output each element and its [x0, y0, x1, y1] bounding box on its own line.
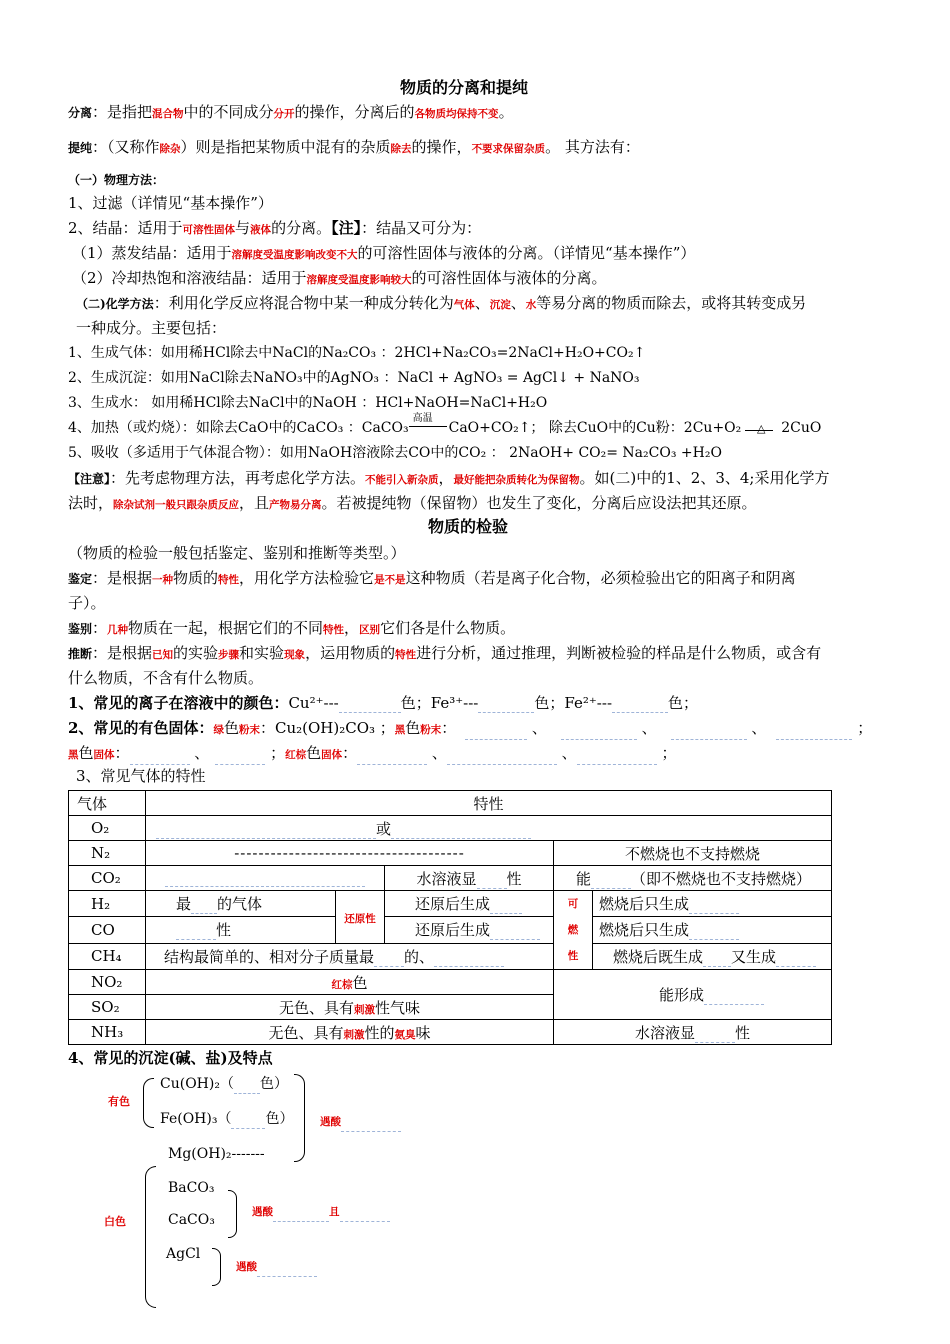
answer-blank	[689, 925, 739, 940]
text: 色	[306, 744, 322, 762]
text: ：结晶又可分为：	[361, 219, 482, 237]
precipitate-mg-oh: Mg(OH)₂-------	[168, 1146, 265, 1162]
text: ，	[438, 469, 454, 487]
chemical-methods-heading: （二)化学方法	[76, 297, 154, 311]
table-row	[69, 943, 832, 969]
answer-blank	[340, 1207, 390, 1222]
text: 色	[223, 719, 239, 737]
annotation: 固体	[321, 749, 343, 761]
acid-reaction-line	[320, 1110, 401, 1132]
gas-name: NH₃	[69, 1020, 146, 1045]
annotation: 且	[329, 1206, 340, 1218]
table-row	[69, 791, 832, 816]
precipitate-fe-oh	[160, 1109, 293, 1129]
text: 进行分析，通过推理，判断被检验的样品是什么物质，或含有	[416, 644, 822, 662]
answer-blank	[776, 725, 852, 740]
answer-blank	[234, 1079, 260, 1094]
table-cell	[146, 1020, 554, 1045]
table-cell	[146, 970, 554, 995]
text: 味	[415, 1023, 431, 1042]
precipitate-agcl: AgCl	[166, 1246, 201, 1262]
annotation: 不能引入新杂质	[365, 474, 439, 486]
annotation: 除去	[390, 143, 412, 155]
text: 还原后生成	[415, 895, 491, 914]
gas-name: CO₂	[69, 866, 146, 891]
text: 性	[735, 1023, 751, 1042]
purification-label: 提纯	[68, 141, 93, 155]
colored-solids-line-1: 2、常见的有色固体：绿色粉末：Cu₂(OH)₂CO₃ ；黑色粉末： 、 、 、 ；	[68, 718, 872, 740]
text: ：（又称作	[92, 138, 160, 156]
annotation: 混合物	[152, 108, 184, 120]
text: CaO+CO₂↑； 除去CuO中的Cu粉：2Cu+O₂	[448, 420, 742, 436]
annotation: 除杂	[159, 143, 181, 155]
table-header-properties: 特性	[146, 791, 832, 816]
answer-blank	[391, 824, 531, 839]
answer-blank	[357, 750, 427, 765]
chemical-item-3: 3、生成水： 如用稀HCl除去NaCl中的NaOH ：HCl+NaOH=NaCl+H₂O	[68, 395, 548, 411]
answer-blank	[165, 872, 365, 887]
section-title-detection: 物质的检验	[428, 517, 509, 536]
ion-colors-heading: 1、常见的离子在溶液中的颜色：	[68, 694, 289, 712]
answer-blank	[257, 1262, 317, 1277]
table-cell	[593, 917, 832, 943]
annotation: 红棕	[285, 749, 307, 761]
text: 4、加热（或灼烧）：如除去CaO中的CaCO₃ ：CaCO₃	[68, 420, 409, 436]
physical-item-2-2	[72, 268, 607, 290]
annotation: 特性	[395, 649, 417, 661]
precipitate-cu-oh	[160, 1074, 288, 1094]
inference-definition-2: 什么物质，不含有什么物质。	[68, 669, 264, 687]
table-cell	[146, 891, 336, 917]
text: ：利用化学反应将混合物中某一种成分转化为	[153, 294, 454, 312]
text: 最	[176, 895, 192, 914]
answer-blank	[776, 952, 816, 967]
annotation: 已知	[152, 649, 174, 661]
answer-blank	[490, 899, 522, 914]
gas-name: O₂	[69, 816, 146, 841]
text: ：	[342, 744, 358, 762]
annotation: 氨臭	[394, 1028, 416, 1041]
annotation: 绿	[213, 724, 224, 736]
identification-definition	[68, 568, 796, 590]
ion-fe2: Fe²⁺---	[564, 694, 613, 712]
gas-name: N₂	[69, 841, 146, 866]
annotation: 遇酸	[236, 1261, 257, 1273]
answer-blank	[577, 750, 657, 765]
text: ：	[114, 744, 130, 762]
annotation: 粉末	[238, 724, 260, 736]
gas-name: CH₄	[69, 943, 146, 969]
text: 水溶液显	[634, 1023, 695, 1042]
annotation: 溶解度受温度影响改变不大	[231, 249, 358, 261]
chemical-methods-intro-2: 一种成分。主要包括：	[76, 319, 227, 337]
ion-colors-line	[68, 693, 698, 713]
identification-definition-2: 子）。	[68, 594, 106, 612]
table-cell	[146, 995, 554, 1020]
answer-blank	[273, 1207, 329, 1222]
table-row	[69, 970, 832, 995]
physical-item-2	[68, 218, 481, 240]
annotation: 液体	[250, 224, 272, 236]
brace	[228, 1190, 237, 1238]
inference-definition	[68, 643, 821, 665]
table-row	[69, 866, 832, 891]
table-cell: --------------------------------------	[146, 841, 554, 866]
annotation: 遇酸	[320, 1116, 341, 1128]
text: 的实验	[173, 644, 219, 662]
table-cell	[336, 891, 385, 944]
inference-label: 推断	[68, 647, 93, 661]
answer-blank	[176, 925, 216, 940]
annotation: 遇酸	[252, 1206, 273, 1218]
answer-blank	[612, 698, 668, 713]
annotation: 沉淀	[489, 299, 511, 311]
text: （即不燃烧也不支持燃烧）	[631, 869, 812, 888]
text: ，用化学方法检验它	[239, 569, 375, 587]
table-cell: 不燃烧也不支持燃烧	[554, 841, 832, 866]
answer-blank	[703, 952, 731, 967]
table-cell	[554, 1020, 832, 1045]
text: 性	[506, 869, 522, 888]
physical-item-2-1	[72, 243, 695, 265]
text: 。 其方法有：	[545, 138, 640, 156]
table-cell	[146, 866, 385, 891]
colored-solids-line-2: 黑色固体： 、 ；红棕色固体： 、 、 ；	[68, 743, 676, 765]
text: 能	[576, 869, 592, 888]
formula: Cu(OH)₂（	[160, 1076, 234, 1092]
flammability-label: 可燃性	[567, 898, 579, 962]
text: 燃烧后只生成	[599, 895, 690, 914]
ion-fe3: Fe³⁺---	[430, 694, 479, 712]
detection-intro: （物质的检验一般包括鉴定、鉴别和推断等类型。）	[68, 544, 406, 562]
annotation: 不要求保留杂质	[471, 143, 546, 155]
annotation: 几种	[107, 624, 129, 636]
text: 性的	[364, 1023, 395, 1042]
text: 物质在一起，根据它们的不同	[128, 619, 324, 637]
text: 无色、具有	[278, 998, 354, 1017]
answer-blank	[478, 698, 534, 713]
text: ，且	[239, 494, 270, 512]
answer-blank	[490, 925, 540, 940]
text: ：是根据	[92, 569, 153, 587]
text: ：	[92, 619, 108, 637]
brace	[212, 1248, 221, 1286]
answer-blank	[447, 750, 557, 765]
annotation: 溶解度受温度影响较大	[306, 274, 412, 286]
reaction-arrow	[409, 413, 449, 438]
annotation: 刺激	[354, 1003, 375, 1016]
physical-item-1: 1、过滤（详情见“基本操作”）	[68, 194, 273, 212]
text: ）则是指把某物质中混有的杂质	[180, 138, 391, 156]
gas-name: SO₂	[69, 995, 146, 1020]
table-row	[69, 917, 832, 943]
table-cell	[554, 891, 593, 970]
chemical-item-4	[68, 413, 822, 439]
table-row	[69, 816, 832, 841]
colored-solids-heading: 2、常见的有色固体：	[68, 719, 214, 737]
white-label: 白色	[104, 1215, 126, 1228]
distinction-label: 鉴别	[68, 622, 93, 636]
text: ：	[441, 719, 457, 737]
text: 燃烧后既生成	[613, 947, 704, 966]
ion-cu: Cu²⁺---	[288, 694, 339, 712]
chemical-item-2: 2、生成沉淀：如用NaCl除去NaNO₃中的AgNO₃ ：NaCl + AgNO₃ = AgCl↓ + NaNO₃	[68, 370, 640, 386]
text: 2CuO	[781, 420, 822, 436]
text: 这种物质（若是离子化合物，必须检验出它的阳离子和阴离	[405, 569, 796, 587]
text: ：Cu₂(OH)₂CO₃ ；	[259, 719, 395, 737]
answer-blank	[130, 750, 190, 765]
notice-label: 【注意】	[68, 472, 111, 486]
text: 的气体	[217, 895, 263, 914]
gas-properties-table	[68, 790, 832, 1045]
answer-blank	[156, 824, 376, 839]
annotation: 气体	[453, 299, 475, 311]
annotation: 是不是	[374, 574, 406, 586]
answer-blank	[339, 698, 401, 713]
text: 的可溶性固体与液体的分离。	[411, 269, 607, 287]
annotation: 红棕	[331, 978, 353, 991]
acid-reaction-line	[236, 1255, 317, 1277]
annotation: 分开	[273, 108, 295, 120]
table-header-gas: 气体	[69, 791, 146, 816]
annotation: 黑	[394, 724, 406, 736]
chemical-item-5: 5、吸收（多适用于气体混合物）：如用NaOH溶液除去CO中的CO₂ ： 2NaOH+ CO₂= Na₂CO₃ +H₂O	[68, 445, 722, 461]
answer-blank	[341, 1117, 401, 1132]
text: 的操作，分离后的	[294, 103, 415, 121]
text: ，	[344, 619, 360, 637]
text: 与	[235, 219, 251, 237]
text: 能形成	[659, 986, 705, 1004]
text: ：是指把	[92, 103, 153, 121]
text: 无色、具有	[268, 1023, 344, 1042]
annotation: 特性	[218, 574, 240, 586]
annotation: 步骤	[218, 649, 240, 661]
answer-blank	[704, 990, 764, 1005]
text: 的操作，	[411, 138, 472, 156]
table-cell	[385, 917, 554, 943]
gas-name: CO	[69, 917, 146, 943]
annotation: 最好能把杂质转化为保留物	[453, 474, 580, 486]
annotation: 各物质均保持不变	[414, 108, 499, 120]
precipitate-caco3: CaCO₃	[168, 1212, 215, 1228]
text: （2）冷却热饱和溶液结晶：适用于	[72, 269, 307, 287]
precipitate-baco3: BaCO₃	[168, 1180, 215, 1196]
text: ，运用物质的	[305, 644, 396, 662]
note-label: 【注】	[331, 219, 362, 237]
page-title: 物质的分离和提纯	[400, 78, 529, 97]
identification-label: 鉴定	[68, 572, 93, 586]
physical-methods-heading: （一）物理方法：	[68, 173, 165, 187]
text: 色）	[259, 1076, 288, 1092]
answer-blank	[561, 725, 637, 740]
colored-label: 有色	[108, 1095, 130, 1108]
text: 等易分离的物质而除去，或将其转变成另	[536, 294, 807, 312]
annotation: 可溶性固体	[182, 224, 236, 236]
text: 的、	[404, 947, 435, 966]
separation-definition	[68, 102, 514, 124]
text: 色	[400, 694, 416, 712]
answer-blank	[591, 874, 631, 889]
text: 法时，	[68, 494, 114, 512]
distinction-definition	[68, 618, 515, 640]
annotation: 刺激	[343, 1028, 365, 1041]
table-cell	[554, 866, 832, 891]
table-cell	[146, 816, 832, 841]
answer-blank	[215, 750, 265, 765]
text: 性	[216, 921, 232, 940]
condition-label: 高温	[412, 413, 433, 424]
annotation: 现象	[284, 649, 306, 661]
gas-table-heading: 3、常见气体的特性	[76, 767, 206, 785]
text: ：是根据	[92, 644, 153, 662]
text: 。	[498, 103, 514, 121]
notice-line-2	[68, 493, 757, 515]
answer-blank	[689, 899, 739, 914]
brace	[294, 1074, 305, 1162]
brace	[145, 1166, 156, 1308]
text: 水溶液显	[416, 869, 477, 888]
reducibility-label: 还原性	[344, 912, 376, 925]
text: （1）蒸发结晶：适用于	[72, 244, 232, 262]
separation-label: 分离	[68, 106, 93, 120]
text: ；	[549, 694, 565, 712]
text: 还原后生成	[415, 921, 491, 940]
text: 燃烧后只生成	[599, 921, 690, 940]
text: ；	[415, 694, 431, 712]
text: 色	[78, 744, 94, 762]
annotation: 区别	[359, 624, 381, 636]
text: ；	[683, 694, 699, 712]
answer-blank	[231, 1114, 265, 1129]
annotation: 黑	[68, 749, 79, 761]
precipitates-heading: 4、常见的沉淀(碱、盐)及特点	[68, 1049, 273, 1067]
text: 和实验	[239, 644, 285, 662]
table-cell	[146, 943, 554, 969]
text: 。如(二)中的1、2、3、4;采用化学方	[579, 469, 830, 487]
table-cell	[385, 891, 554, 917]
acid-reaction-line	[252, 1200, 390, 1222]
text: 2、结晶：适用于	[68, 219, 183, 237]
answer-blank	[374, 952, 404, 967]
answer-blank	[465, 725, 527, 740]
table-cell	[554, 970, 832, 1020]
answer-blank	[477, 874, 507, 889]
answer-blank	[191, 899, 217, 914]
formula: Fe(OH)₃（	[160, 1111, 232, 1127]
text: 它们各是什么物质。	[380, 619, 516, 637]
text: 的可溶性固体与液体的分离。（详情见“基本操作”）	[357, 244, 696, 262]
text: 色	[534, 694, 550, 712]
annotation: 一种	[152, 574, 174, 586]
chemical-methods-intro: （二)化学方法：利用化学反应将混合物中某一种成分转化为气体、沉淀、水等易分离的物质而除去，或将其转变成另	[76, 294, 807, 312]
text: ：先考虑物理方法，再考虑化学方法。	[110, 469, 366, 487]
text: 色	[405, 719, 421, 737]
text: 色	[352, 973, 368, 992]
text: 性气味	[375, 998, 421, 1017]
table-row	[69, 1020, 832, 1045]
gas-name: NO₂	[69, 970, 146, 995]
answer-blank	[671, 725, 747, 740]
reaction-arrow	[741, 418, 781, 439]
chemical-item-1: 1、生成气体：如用稀HCl除去中NaCl的Na₂CO₃ ：2HCl+Na₂CO₃=2NaCl+H₂O+CO₂↑	[68, 345, 646, 361]
answer-blank	[434, 952, 504, 967]
text: 结构最简单的、相对分子质量最	[164, 947, 375, 966]
table-row	[69, 841, 832, 866]
brace	[143, 1078, 154, 1128]
gas-name: H₂	[69, 891, 146, 917]
annotation: 固体	[93, 749, 115, 761]
text: 色	[668, 694, 684, 712]
annotation: 水	[525, 299, 537, 311]
annotation: 特性	[323, 624, 345, 636]
table-row	[69, 891, 832, 917]
notice-line-1	[68, 468, 829, 490]
table-cell	[146, 917, 336, 943]
text: 物质的	[173, 569, 219, 587]
heat-symbol: △	[757, 422, 766, 435]
text: 色）	[265, 1111, 294, 1127]
annotation: 产物易分离	[269, 499, 322, 511]
text: 中的不同成分	[183, 103, 274, 121]
text: 的分离。	[271, 219, 332, 237]
table-cell	[593, 943, 832, 969]
annotation: 粉末	[420, 724, 442, 736]
table-cell	[385, 866, 554, 891]
table-cell	[593, 891, 832, 917]
text: 又生成	[731, 947, 777, 966]
text: 。若被提纯物（保留物）也发生了变化，分离后应设法把其还原。	[321, 494, 757, 512]
text: 或	[376, 819, 392, 838]
purification-definition	[68, 137, 640, 159]
answer-blank	[695, 1028, 735, 1043]
annotation: 除杂试剂一般只跟杂质反应	[113, 499, 240, 511]
